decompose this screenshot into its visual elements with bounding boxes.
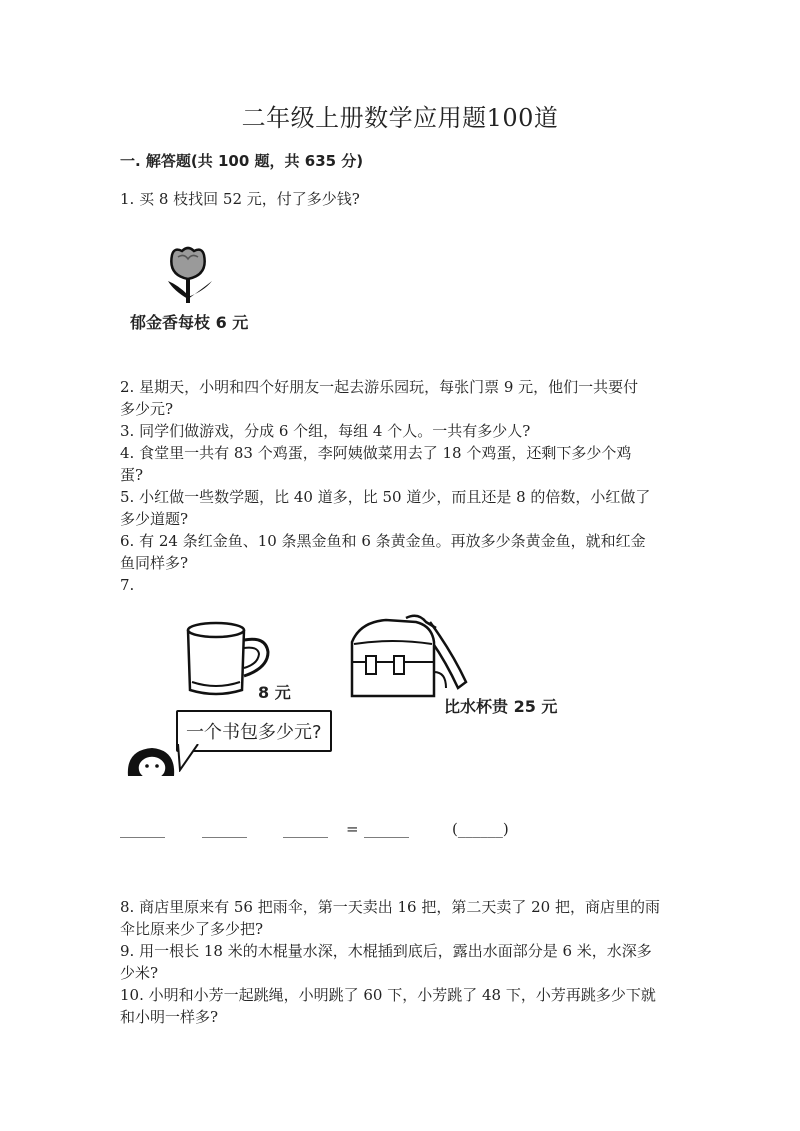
question-6-line-1: 6. 有 24 条红金鱼、10 条黑金鱼和 6 条黄金鱼。再放多少条黄金鱼，就和红金 (120, 532, 646, 550)
question-10-line-1: 10. 小明和小芳一起跳绳，小明跳了 60 下，小芳跳了 48 下，小芳再跳多少下就 (120, 986, 656, 1004)
question-2-line-2: 多少元? (120, 400, 174, 418)
question-5-line-1: 5. 小红做一些数学题，比 40 道多，比 50 道少，而且还是 8 的倍数，小红做了 (120, 488, 651, 506)
answer-blank-final[interactable]: (______) (452, 820, 509, 838)
question-7-number: 7. (120, 576, 135, 594)
tulip-price-caption: 郁金香每枝 6 元 (130, 313, 249, 332)
question-9-line-2: 少米? (120, 964, 159, 982)
question-9-line-1: 9. 用一根长 18 米的木棍量水深，木棍插到底后，露出水面部分是 6 米，水深多 (120, 942, 652, 960)
question-4-line-2: 蛋? (120, 466, 144, 484)
section-heading: 一. 解答题(共 100 题，共 635 分) (120, 152, 364, 170)
child-avatar-image (126, 746, 178, 776)
answer-blank-2[interactable]: ______ (202, 820, 247, 838)
question-3: 3. 同学们做游戏，分成 6 个组，每组 4 个人。一共有多少人? (120, 422, 531, 440)
backpack-image (346, 612, 472, 704)
speech-bubble-tail (176, 744, 206, 772)
question-10-line-2: 和小明一样多? (120, 1008, 219, 1026)
answer-blank-result[interactable]: ______ (364, 820, 409, 838)
backpack-price-label: 比水杯贵 25 元 (444, 697, 558, 716)
answer-blank-3[interactable]: ______ (283, 820, 328, 838)
question-2-line-1: 2. 星期天，小明和四个好朋友一起去游乐园玩，每张门票 9 元，他们一共要付 (120, 378, 639, 396)
question-1: 1. 买 8 枝找回 52 元，付了多少钱? (120, 190, 360, 208)
answer-blank-1[interactable]: ______ (120, 820, 165, 838)
question-8-line-2: 伞比原来少了多少把? (120, 920, 264, 938)
equals-sign: = (346, 820, 359, 838)
question-4-line-1: 4. 食堂里一共有 83 个鸡蛋，李阿姨做菜用去了 18 个鸡蛋，还剩下多少个鸡 (120, 444, 632, 462)
question-5-line-2: 多少道题? (120, 510, 189, 528)
cup-price-label: 8 元 (258, 683, 291, 702)
tulip-flower-image (160, 245, 224, 307)
question-8-line-1: 8. 商店里原来有 56 把雨伞，第一天卖出 16 把，第二天卖了 20 把，商店里的雨 (120, 898, 660, 916)
speech-bubble: 一个书包多少元? (176, 710, 332, 752)
question-6-line-2: 鱼同样多? (120, 554, 189, 572)
page-title: 二年级上册数学应用题100道 (241, 104, 559, 132)
